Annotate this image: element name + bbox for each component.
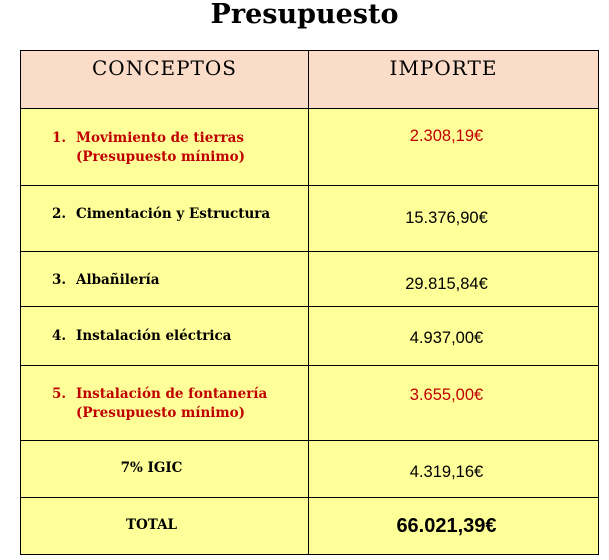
concept-cell (21, 205, 308, 224)
table-row (21, 307, 599, 366)
item-number: 5. (52, 386, 67, 402)
header-amount: IMPORTE (309, 51, 599, 109)
concept-label: Albañilería (76, 272, 160, 288)
concept-note: (Presupuesto mínimo) (76, 149, 246, 165)
concept-label: Movimiento de tierras (76, 130, 244, 146)
concept-label: Cimentación y Estructura (76, 206, 271, 222)
header-concepts: CONCEPTOS (21, 51, 309, 109)
amount-cell: 15.376,90€ (405, 209, 488, 227)
table-row (21, 366, 599, 441)
item-number: 1. (52, 130, 67, 146)
concept-note: (Presupuesto mínimo) (76, 405, 246, 421)
tax-row (21, 441, 599, 498)
page-title: Presupuesto (210, 0, 399, 30)
item-number: 4. (52, 328, 67, 344)
table-row (21, 109, 599, 186)
item-number: 3. (52, 272, 67, 288)
total-amount: 66.021,39€ (396, 515, 497, 537)
concept-label: Instalación de fontanería (76, 386, 268, 402)
concept-cell (21, 327, 308, 346)
amount-cell: 29.815,84€ (405, 275, 488, 293)
amount-cell: 3.655,00€ (409, 386, 484, 404)
tax-amount: 4.319,16€ (409, 463, 484, 481)
concept-label: Instalación eléctrica (76, 328, 232, 344)
item-number: 2. (52, 206, 67, 222)
amount-cell: 2.308,19€ (409, 127, 484, 145)
total-label: TOTAL (125, 517, 178, 533)
budget-table (20, 50, 599, 555)
table-row (21, 252, 599, 307)
concept-cell (21, 385, 308, 423)
total-row (21, 498, 599, 555)
tax-label: 7% IGIC (120, 460, 183, 476)
concept-cell (21, 271, 308, 290)
amount-cell: 4.937,00€ (409, 329, 484, 347)
concept-cell (21, 129, 308, 167)
table-row (21, 186, 599, 252)
table-header-row (21, 51, 599, 109)
